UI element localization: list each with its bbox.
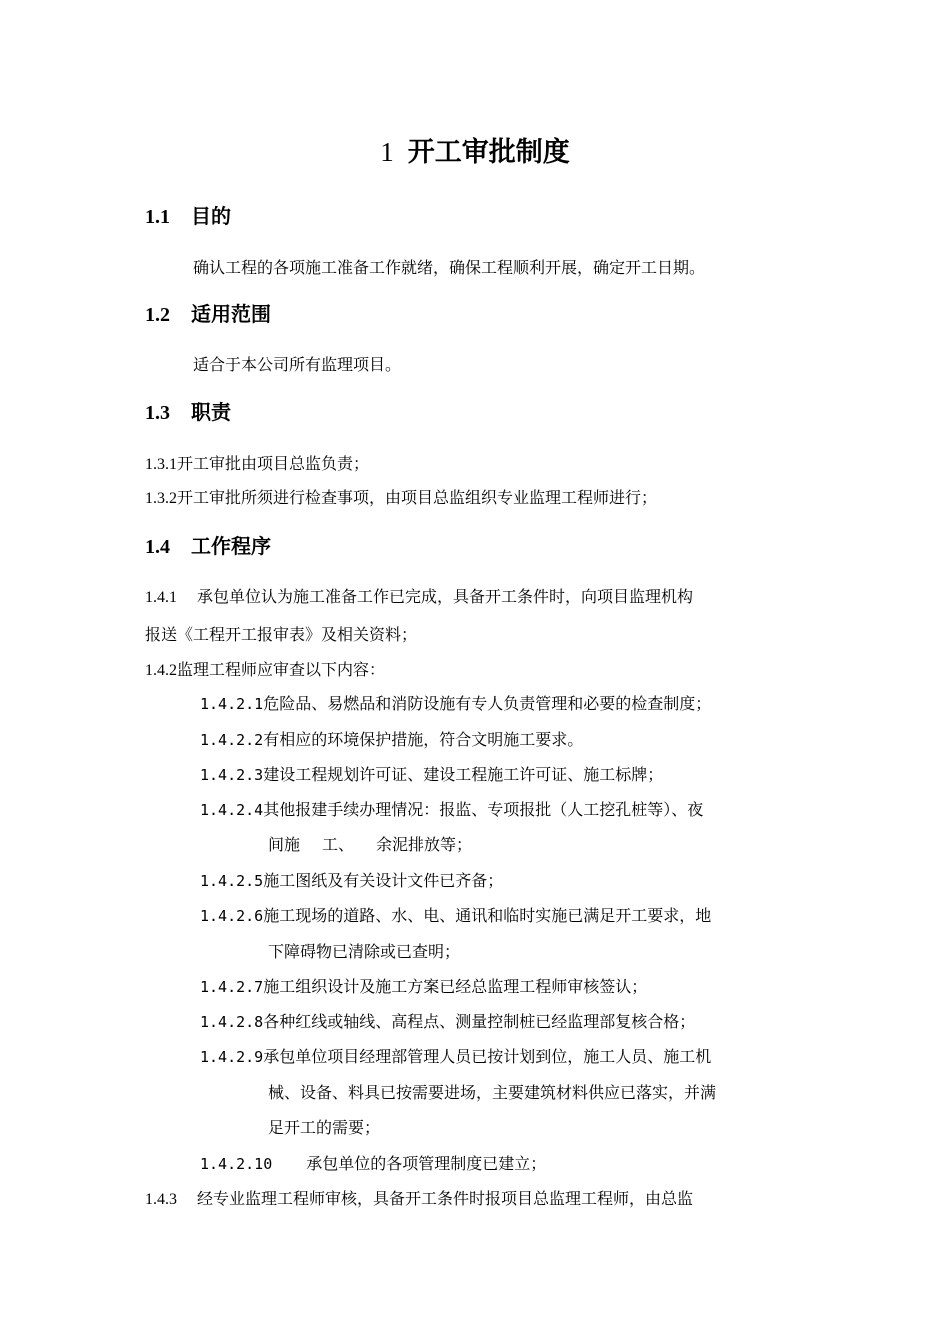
- heading-procedure: 1.4 工作程序: [145, 534, 271, 558]
- check-item-5: 1.4.2.5施工图纸及有关设计文件已齐备；: [200, 871, 504, 890]
- check-item-3: 1.4.2.3建设工程规划许可证、建设工程施工许可证、施工标牌；: [200, 765, 664, 784]
- check-item-4-line1: 1.4.2.4其他报建手续办理情况：报监、专项报批（人工挖孔桩等）、夜: [200, 800, 704, 819]
- check-item-9-line3: 足开工的需要；: [268, 1118, 381, 1137]
- check-item-8: 1.4.2.8各种红线或轴线、高程点、测量控制桩已经监理部复核合格；: [200, 1012, 696, 1031]
- duty-item-1: 1.3.1开工审批由项目总监负责；: [145, 454, 370, 473]
- check-item-6-line1: 1.4.2.6施工现场的道路、水、电、通讯和临时实施已满足开工要求，地: [200, 906, 712, 925]
- heading-scope: 1.2 适用范围: [145, 302, 271, 326]
- check-item-10: 1.4.2.10 承包单位的各项管理制度已建立；: [200, 1154, 547, 1173]
- check-item-7: 1.4.2.7施工组织设计及施工方案已经总监理工程师审核签认；: [200, 977, 648, 996]
- check-item-4-line2: 间施 工、 余泥排放等；: [268, 835, 473, 854]
- check-item-6-line2: 下障碍物已清除或已查明；: [268, 942, 461, 961]
- procedure-item-2: 1.4.2监理工程师应审查以下内容：: [145, 660, 386, 679]
- heading-duties: 1.3 职责: [145, 400, 231, 424]
- procedure-item-3: 1.4.3 经专业监理工程师审核，具备开工条件时报项目总监理工程师，由总监: [145, 1189, 694, 1208]
- purpose-text: 确认工程的各项施工准备工作就绪，确保工程顺利开展，确定开工日期。: [193, 258, 706, 277]
- check-item-9-line2: 械、设备、料具已按需要进场，主要建筑材料供应已落实，并满: [268, 1083, 717, 1102]
- check-item-1: 1.4.2.1危险品、易燃品和消防设施有专人负责管理和必要的检查制度；: [200, 694, 712, 713]
- scope-text: 适合于本公司所有监理项目。: [193, 355, 402, 374]
- procedure-item-1-line1: 1.4.1 承包单位认为施工准备工作已完成，具备开工条件时，向项目监理机构: [145, 587, 694, 606]
- check-item-2: 1.4.2.2有相应的环境保护措施，符合文明施工要求。: [200, 730, 584, 749]
- heading-purpose: 1.1 目的: [145, 204, 231, 228]
- procedure-item-1-line2: 报送《工程开工报审表》及相关资料；: [145, 625, 418, 644]
- duty-item-2: 1.3.2开工审批所须进行检查事项，由项目总监组织专业监理工程师进行；: [145, 488, 658, 507]
- page-title: 1 开工审批制度: [380, 137, 570, 168]
- check-item-9-line1: 1.4.2.9承包单位项目经理部管理人员已按计划到位，施工人员、施工机: [200, 1047, 712, 1066]
